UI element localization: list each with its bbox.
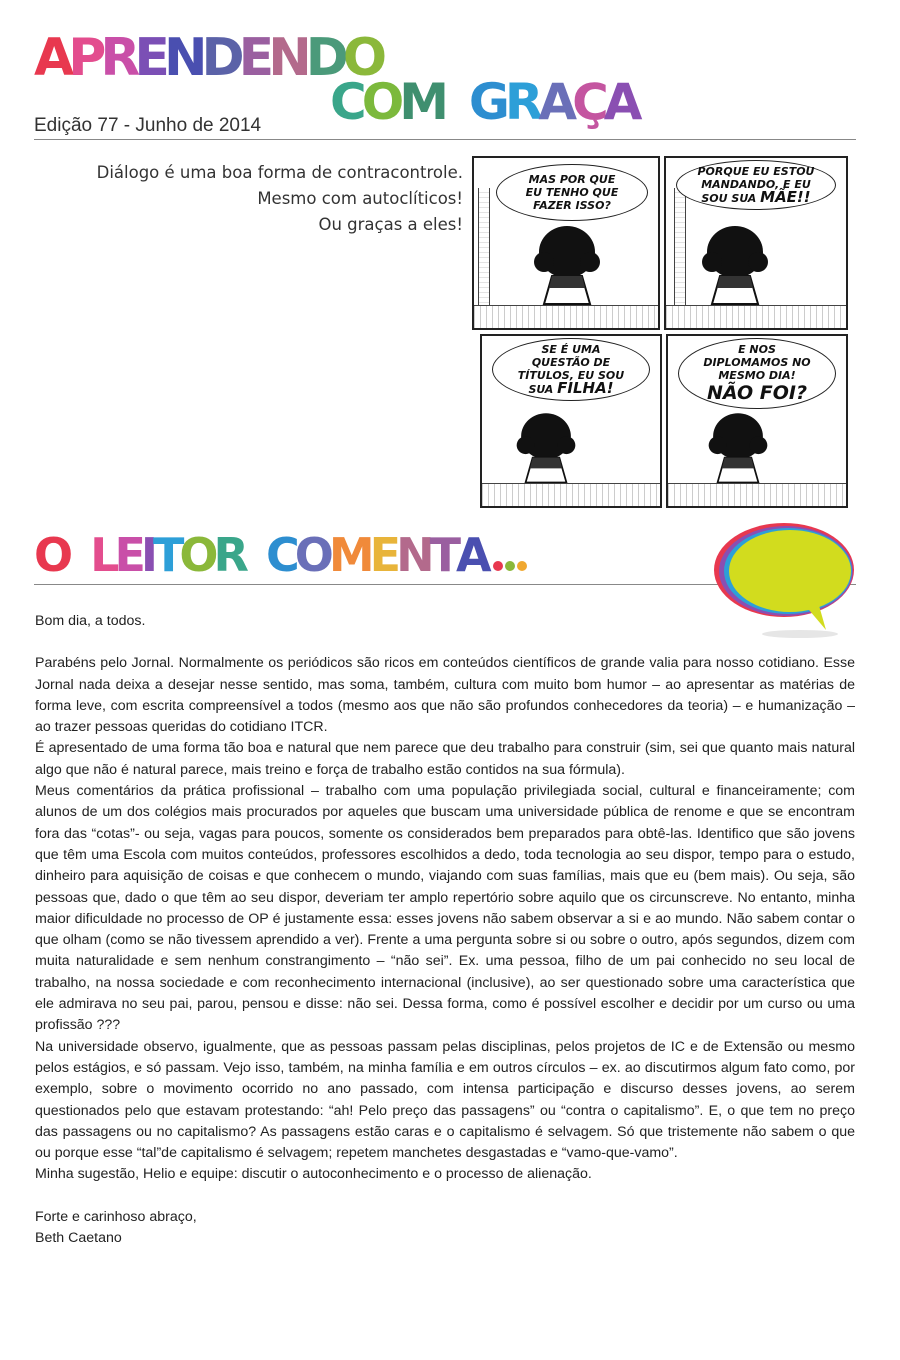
letter-signature: Beth Caetano xyxy=(35,1230,122,1247)
section-title-letter: O xyxy=(294,528,329,582)
masthead-letter: G xyxy=(468,73,505,131)
masthead-letter: D xyxy=(201,28,239,88)
letter-paragraph: Minha sugestão, Helio e equipe: discutir o autoconhecimento e o processo de alienação. xyxy=(35,1166,592,1183)
caption-line: Diálogo é uma boa forma de contracontrole. xyxy=(96,163,463,182)
ellipsis-dots xyxy=(493,528,529,582)
section-title-letter: E xyxy=(369,528,397,582)
mafalda-figure xyxy=(690,214,780,314)
masthead-letter: E xyxy=(238,28,269,88)
masthead-letter: D xyxy=(305,28,343,88)
section-title-letter: M xyxy=(328,528,370,582)
letter-greeting: Bom dia, a todos. xyxy=(35,613,146,629)
masthead-letter: A xyxy=(34,28,69,88)
speech-bubble: E NOS DIPLOMAMOS NO MESMO DIA! NÃO FOI? xyxy=(678,338,836,409)
floor xyxy=(666,305,846,328)
ellipsis-dot xyxy=(505,561,515,571)
section-title-letter: E xyxy=(114,528,141,582)
masthead-letter: N xyxy=(268,28,306,88)
masthead-letter: R xyxy=(504,73,539,131)
masthead-letter: A xyxy=(538,73,573,131)
mafalda-figure xyxy=(698,402,778,492)
masthead-letter: R xyxy=(100,28,135,88)
section-title-letter: O xyxy=(34,528,69,582)
letter-paragraph: Meus comentários da prática profissional – trabalho com uma população privilegiada social, cultural e financeiramente; com alunos de um dos colégios mais procurados por aqueles que buscam uma universidade pública de renome e que se encontram fora das “cotas”- ou seja, vagas para poucos, somente os considerados bem preparados para obtê-las. Identifico que são jovens que têm uma Escola com muitos conteúdos, professores escolhidos a dedo, toda tecnologia ao seu dispor, tempo para o estudo, dinheiro para aquisição de coisas e que conhecem o mundo, viajando com suas famílias, mais que eu (bem mais). Ou seja, são pessoas que, dado o que têm ao seu dispor, deveriam ter amplo repertório sobre aquilo que os circunscreve. No entanto, minha maior dificuldade no processo de OP é justamente essa: esses jovens não sabem observar a si e ao mundo. Não sabem contar o que olham (como se não tivessem aprendido a ver). Frente a uma pergunta sobre si ou sobre o outro, após segundos, dizem com muita naturalidade e sem nenhum constrangimento – “não sei”. Ex. uma pessoa, filho de um pai conhecido no seu local de trabalho, na nossa sociedade e com reconhecimento internacional (inclusive), ao ser questionado sobre uma característica que ele admirava no seu pai, parou, pensou e disse: não sei. Dessa forma, como é possível escolher e decidir por um curso ou uma profissão ??? xyxy=(35,783,855,1034)
masthead-letter: O xyxy=(342,28,382,88)
caption-line: Mesmo com autoclíticos! xyxy=(257,189,463,208)
letter-closing: Forte e carinhoso abraço, xyxy=(35,1208,197,1225)
letter-paragraph: Na universidade observo, igualmente, que as pessoas passam pelas disciplinas, pelos projetos de IC e de Extensão ou mesmo pelos estágios, e só passam. Vejo isso, também, na minha família e em outros círculos – ex. ao discutirmos algum fato como, por exemplo, sobre o movimento ocorrido no ano passado, com intensa participação e discurso desses jovens, ao serem questionados pelo que estavam protestando: “ah! Pelo preço das passagens” ou “contra o capitalismo”. E, o que tem no preço das passagens ou no capitalismo? As passagens estão caras e o capitalismo é selvagem. Só que tristemente não sabem o que ou porque esse “tal”de capitalismo é selvagem; repetem manchetes desgastadas e “vamo-que-vamo”. xyxy=(35,1038,855,1162)
section-title-letter: C xyxy=(265,528,295,582)
mafalda-figure xyxy=(506,402,586,492)
section-title-letter: R xyxy=(213,528,244,582)
mafalda-figure xyxy=(522,214,612,314)
section-title-letter: A xyxy=(455,528,487,582)
speech-bubble: PORQUE EU ESTOU MANDANDO, E EU SOU SUA MÃE!! xyxy=(676,160,836,210)
section-title-letter: L xyxy=(90,528,115,582)
masthead-letter xyxy=(444,74,469,130)
masthead-letter: E xyxy=(134,28,164,88)
section-title-letter: N xyxy=(396,528,430,582)
ellipsis-dot xyxy=(493,561,503,571)
section-title-letter: O xyxy=(179,528,214,582)
section-title-o-leitor-comenta xyxy=(34,528,529,582)
section-title-letter xyxy=(68,528,90,582)
letter-paragraph: Parabéns pelo Jornal. Normalmente os periódicos são ricos em conteúdos científicos de grande valia para nosso cotidiano. Esse Jornal nada deixa a desejar nesse sentido, mas soma, também, cultura com muito bom humor – ao apresentar as matérias de forma leve, com escrita compreensível a todos (mesmo aos que não são profundos conhecedores da teoria) – e humanização – ao trazer pessoas queridas do cotidiano ITCR. xyxy=(35,655,855,736)
masthead-letter: P xyxy=(68,28,101,88)
comic-panel-2 xyxy=(664,156,848,330)
ellipsis-dot xyxy=(517,561,527,571)
comic-panel-1 xyxy=(472,156,660,330)
comic-panel-4 xyxy=(666,334,848,508)
masthead-letter: Ç xyxy=(572,73,604,131)
section-title-letter xyxy=(244,528,266,582)
letter-paragraph: É apresentado de uma forma tão boa e natural que nem parece que deu trabalho para construir (sim, sei que quanto mais natural algo que não é natural parece, mais treino e força de trabalho estão contidos na sua fórmula). xyxy=(35,740,855,778)
section-title-letter: I xyxy=(140,528,154,582)
comic-strip xyxy=(472,156,848,508)
masthead-letter: N xyxy=(163,28,202,88)
edition-label: Edição 77 - Junho de 2014 xyxy=(34,115,262,136)
floor xyxy=(668,483,846,506)
speech-bubble: MAS POR QUE EU TENHO QUE FAZER ISSO? xyxy=(496,164,648,221)
masthead-letter: M xyxy=(399,73,444,131)
floor xyxy=(474,305,658,328)
section-title-letter: T xyxy=(429,528,456,582)
floor xyxy=(482,483,660,506)
masthead-title-line2 xyxy=(330,74,637,130)
speech-bubble: SE É UMA QUESTÃO DE TÍTULOS, EU SOU SUA FILHA! xyxy=(492,338,650,401)
comic-caption xyxy=(97,160,463,238)
header-divider xyxy=(34,139,856,140)
masthead-letter: C xyxy=(330,73,362,131)
reader-letter xyxy=(35,611,855,1249)
masthead-letter: O xyxy=(361,73,400,131)
masthead-letter: A xyxy=(603,73,638,131)
caption-line: Ou graças a eles! xyxy=(318,215,463,234)
comic-panel-3 xyxy=(480,334,662,508)
section-title-letter: T xyxy=(153,528,180,582)
